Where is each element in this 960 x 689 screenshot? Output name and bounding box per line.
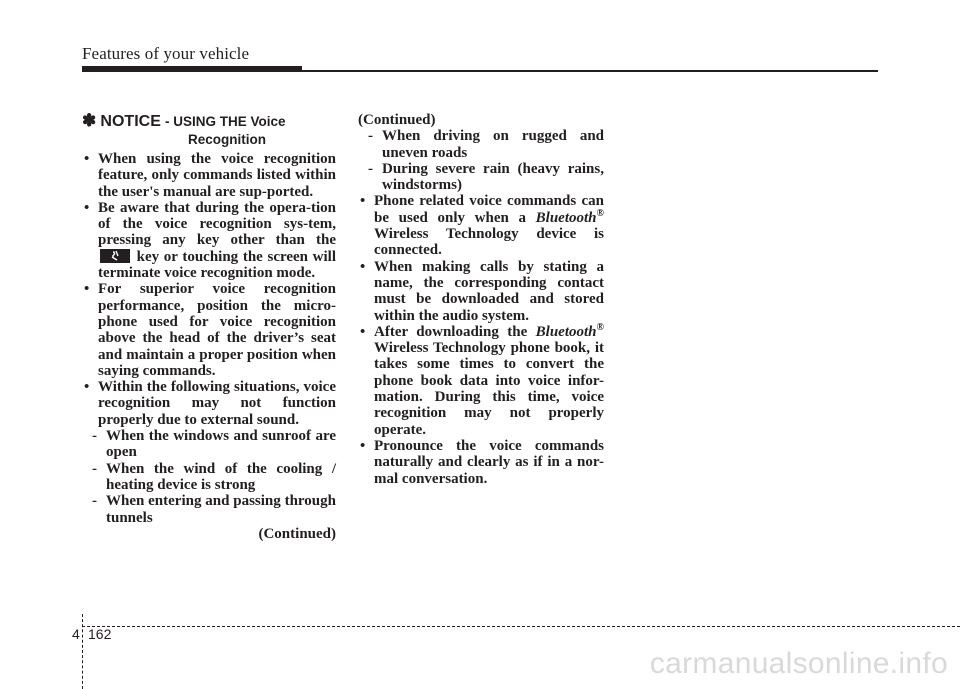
list-item <box>358 438 604 487</box>
bullet-text: Wireless Technology device is connected. <box>374 226 604 259</box>
notice-subtitle-line1: - USING THE Voice <box>165 114 286 129</box>
list-item <box>358 259 604 324</box>
page-header-title: Features of your vehicle <box>82 44 250 63</box>
right-bullet-list <box>358 193 604 486</box>
list-item: - During severe rain (heavy rains, windstorms) <box>358 161 604 194</box>
bullet-text: Phone related voice commands can be used only when a <box>374 193 604 226</box>
list-item: - When entering and passing through tunnels <box>82 493 336 526</box>
footer-horizontal-line <box>82 626 960 627</box>
notice-heading <box>82 112 336 149</box>
notice-label: NOTICE <box>100 113 161 130</box>
bullet-text: Pronounce the voice commands naturally and clearly as if in a nor-mal conversation. <box>374 437 604 487</box>
notice-subtitle-line2: Recognition <box>188 132 266 147</box>
watermark: carmanualsonline.info <box>649 647 948 680</box>
header-rule-thin <box>302 70 878 72</box>
left-dash-list <box>82 428 336 526</box>
bluetooth-text: Bluetooth <box>535 323 597 340</box>
list-item <box>82 281 336 379</box>
right-dash-list <box>358 128 604 193</box>
bullet-text: Be aware that during the opera-tion of the voice recognition sys-tem, pressing any key other than the <box>98 199 336 249</box>
bullet-text: key or touching the screen will terminate voice recognition mode. <box>98 248 337 282</box>
bluetooth-text: Bluetooth <box>535 209 597 226</box>
continued-label: (Continued) <box>358 112 436 128</box>
list-item <box>82 379 336 526</box>
continued-label: (Continued) <box>258 525 336 542</box>
list-item: - When the windows and sunroof are open <box>82 428 336 461</box>
chapter-number: 4 <box>72 626 80 642</box>
registered-mark: ® <box>596 207 604 219</box>
left-bullet-list <box>82 151 336 526</box>
list-item <box>82 200 336 281</box>
bullet-text: When using the voice recognition feature, only commands listed within the user's manual are sup-ported. <box>98 151 336 200</box>
right-column <box>358 112 604 487</box>
notice-star-icon: ✽ <box>82 111 97 130</box>
bullet-text: When making calls by stating a name, the corresponding contact must be downloaded and stored within the audio system. <box>374 258 604 324</box>
list-item <box>358 193 604 258</box>
list-item: - When driving on rugged and uneven roads <box>358 128 604 161</box>
bullet-text: After downloading the <box>374 323 528 340</box>
bullet-text: Within the following situations, voice recognition may not function properly due to external sound. <box>98 379 336 428</box>
bullet-text: For superior voice recognition performance, position the micro-phone used for voice recognition above the head of the driver’s seat and maintain a proper position when saying commands. <box>98 281 336 379</box>
header-rule-thick <box>82 66 302 72</box>
list-item: - When the wind of the cooling / heating device is strong <box>82 461 336 494</box>
left-column <box>82 112 336 542</box>
list-item <box>82 151 336 200</box>
list-item <box>358 321 604 438</box>
voice-talk-key-icon <box>100 249 130 263</box>
bullet-text: Wireless Technology phone book, it takes some times to convert the phone book data into voice infor-mation. During this time, voice recognition may not properly operate. <box>374 340 604 438</box>
page-number: 162 <box>88 626 112 642</box>
registered-mark: ® <box>596 321 604 333</box>
